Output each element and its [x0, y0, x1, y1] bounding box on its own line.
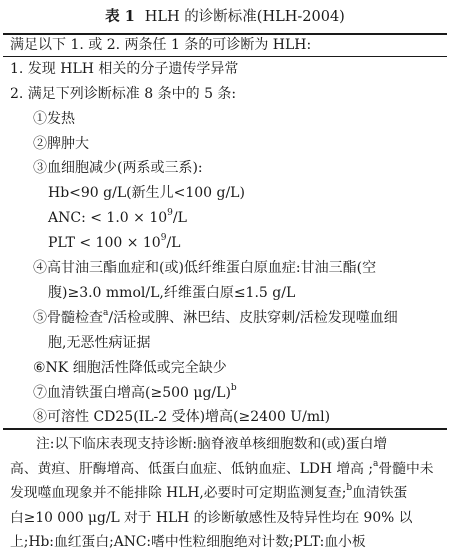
table-header: 满足以下 1. 或 2. 两条任 1 条的可诊断为 HLH:	[10, 37, 312, 53]
item-nk-activity: ⑥NK 细胞活性降低或完全缺少	[33, 360, 227, 376]
footnote-line-3: 发现噬血现象并不能排除 HLH,必要时可定期监测复查;$^b$血清铁蛋	[10, 483, 408, 501]
item-ferritin: ⑦血清铁蛋白增高(≥500 μg/L)$^b$	[33, 383, 237, 401]
footnote-line-2: 高、黄疸、肝酶增高、低蛋白血症、低钠血症、LDH 增高 ;$^a$骨髓中未	[10, 459, 434, 477]
item-splenomegaly: ②脾肿大	[33, 136, 89, 152]
item-cytopenia-hb: Hb<90 g/L(新生儿<100 g/L)	[48, 185, 245, 201]
item-scd25: ⑧可溶性 CD25(IL-2 受体)增高(≥2400 U/ml)	[33, 409, 331, 425]
item-bone-marrow-line2: 胞,无恶性病证据	[48, 335, 151, 351]
table-title: HLH 的诊断标准(HLH-2004)	[144, 9, 345, 25]
item-cytopenia-anc: ANC: < $1.0 \times 10^9/L$	[48, 208, 187, 226]
footnote-line-4: 白≥10 000 μg/L 对于 HLH 的诊断敏感性及特异性均在 90% 以	[10, 510, 413, 526]
item-cytopenia: ③血细胞减少(两系或三系):	[33, 160, 203, 176]
header-rule	[3, 56, 447, 57]
criterion-2: 2. 满足下列诊断标准 8 条中的 5 条:	[10, 86, 237, 102]
item-bone-marrow-line1: ⑤骨髓检查$^a$/活检或脾、淋巴结、皮肤穿刺/活检发现噬血细	[33, 308, 398, 326]
table-caption	[0, 6, 450, 28]
item-cytopenia-plt: PLT < $100 \times 10^9/L$	[48, 233, 181, 251]
item-hypertriglyceridemia-line2: 腹)≥3.0 mmol/L,纤维蛋白原≤1.5 g/L	[48, 285, 296, 301]
criterion-1: 1. 发现 HLH 相关的分子遗传学异常	[10, 61, 239, 77]
footnote-line-1: 注:以下临床表现支持诊断:脑脊液单核细胞数和(或)蛋白增	[36, 436, 388, 452]
footnote-line-5: 上;Hb:血红蛋白;ANC:嗜中性粒细胞绝对计数;PLT:血小板	[10, 534, 366, 550]
item-fever: ①发热	[33, 111, 75, 127]
bottom-rule	[3, 428, 447, 430]
item-hypertriglyceridemia-line1: ④高甘油三酯血症和(或)低纤维蛋白原血症:甘油三酯(空	[33, 260, 377, 276]
table-number: 表 1	[105, 8, 135, 25]
